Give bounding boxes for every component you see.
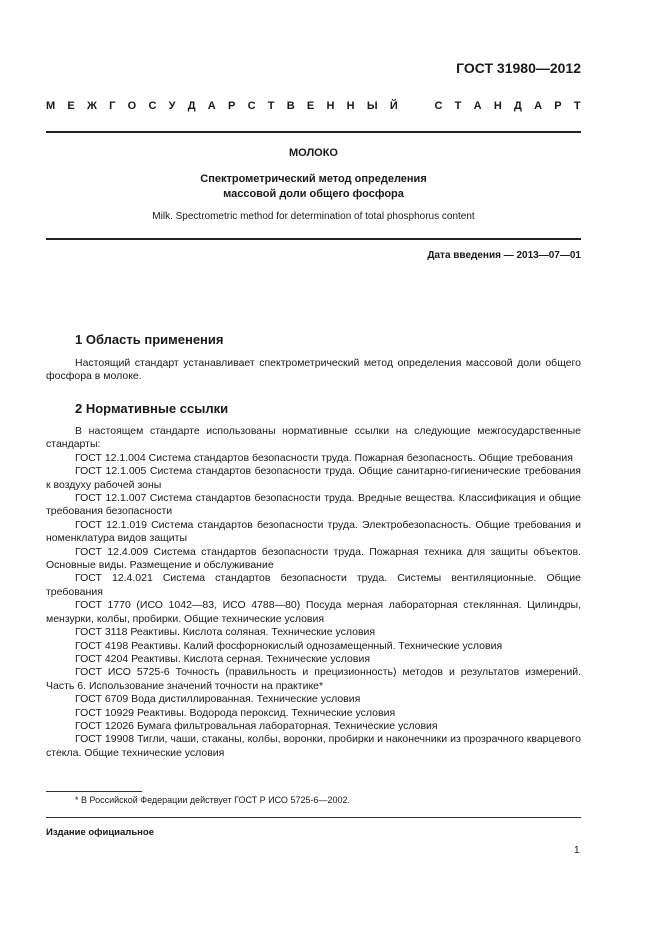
banner-letter: Т [573,100,581,112]
section-2-heading: 2 Нормативные ссылки [75,401,229,416]
banner-letter: Й [389,100,398,112]
banner-letter: Г [109,100,116,112]
reference-item: ГОСТ 12.1.004 Система стандартов безопасности труда. Пожарная безопасность. Общие требования [75,451,573,464]
subtitle-line-2: массовой доли общего фосфора [223,188,404,200]
banner-letter: Ы [366,100,378,112]
reference-item: ГОСТ 12.1.005 Система стандартов безопасности труда. Общие санитарно-гигиенические требования к воздуху рабочей зоны [46,465,581,491]
banner-letter: Е [306,100,315,112]
banner-letter: Н [493,100,502,112]
section-1-heading: 1 Область применения [75,332,224,347]
banner-letter: А [207,100,216,112]
reference-item: ГОСТ 19908 Тигли, чаши, стаканы, колбы, воронки, пробирки и наконечники из прозрачного кварцевого стекла. Общие технические условия [46,733,581,759]
banner-letter: В [286,100,295,112]
banner-letter: Т [267,100,275,112]
reference-item: ГОСТ 4204 Реактивы. Кислота серная. Технические условия [75,652,371,665]
reference-item: ГОСТ 6709 Вода дистиллированная. Технические условия [75,693,361,706]
english-title: Milk. Spectrometric method for determination of total phosphorus content [152,211,475,222]
reference-item: ГОСТ ИСО 5725-6 Точность (правильность и прецизионность) методов и результатов измерений. Часть 6. Использование значений точности на практике* [46,666,581,692]
banner-letter: Д [187,100,196,112]
banner-letter: Р [227,100,236,112]
paragraph: Настоящий стандарт устанавливает спектрометрический метод определения массовой доли общего фосфора в молоке. [46,357,581,383]
banner-letter: Н [326,100,335,112]
banner-letter: Р [554,100,562,112]
banner-letter: С [434,100,443,112]
paragraph: В настоящем стандарте использованы нормативные ссылки на следующие межгосударственные стандарты: [46,425,581,451]
footnote: * В Российской Федерации действует ГОСТ Р ИСО 5725-6—2002. [75,795,350,805]
reference-item: ГОСТ 12.1.007 Система стандартов безопасности труда. Вредные вещества. Классификация и общие требования безопасности [46,492,581,518]
document-number: ГОСТ 31980—2012 [456,60,581,76]
banner-letter: О [127,100,137,112]
banner-letter: Ж [86,100,97,112]
reference-item: ГОСТ 10929 Реактивы. Водорода пероксид. Технические условия [75,706,396,719]
footer-rule [46,817,581,818]
section-1-text [46,357,581,384]
header-rule [46,131,581,133]
introduction-date: Дата введения — 2013—07—01 [427,250,581,261]
document-title: МОЛОКО [289,147,338,159]
reference-item: ГОСТ 12.4.021 Система стандартов безопасности труда. Системы вентиляционные. Общие требования [46,572,581,598]
banner-letter: С [148,100,157,112]
banner-letter: Е [67,100,75,112]
banner-letter: А [534,100,543,112]
section-2-text [46,425,581,760]
banner-letter: Н [346,100,355,112]
page-number: 1 [574,845,580,856]
reference-item: ГОСТ 12.4.009 Система стандартов безопасности труда. Пожарная техника для защиты объектов. Основные виды. Размещение и обслуживание [46,545,581,572]
subtitle-line-1: Спектрометрический метод определения [200,173,427,185]
title-rule [46,238,581,240]
document-subtitle [46,172,581,202]
reference-item: ГОСТ 12.1.019 Система стандартов безопасности труда. Электробезопасность. Общие требования и номенклатура видов защиты [46,518,581,545]
reference-item: ГОСТ 12026 Бумага фильтровальная лабораторная. Технические условия [75,719,438,732]
interstate-standard-banner [46,100,581,112]
banner-letter: А [473,100,482,112]
banner-letter: Д [514,100,522,112]
edition-label: Издание официальное [46,827,154,838]
banner-letter: У [168,100,176,112]
banner-letter: С [247,100,256,112]
banner-letter: М [46,100,56,112]
reference-item: ГОСТ 4198 Реактивы. Калий фосфорнокислый однозамещенный. Технические условия [75,639,503,652]
footnote-rule [46,791,142,792]
banner-letter: Т [454,100,462,112]
reference-item: ГОСТ 3118 Реактивы. Кислота соляная. Технические условия [75,626,376,639]
reference-item: ГОСТ 1770 (ИСО 1042—83, ИСО 4788—80) Посуда мерная лабораторная стеклянная. Цилиндры, мензурки, колбы, пробирки. Общие технические условия [46,599,581,625]
